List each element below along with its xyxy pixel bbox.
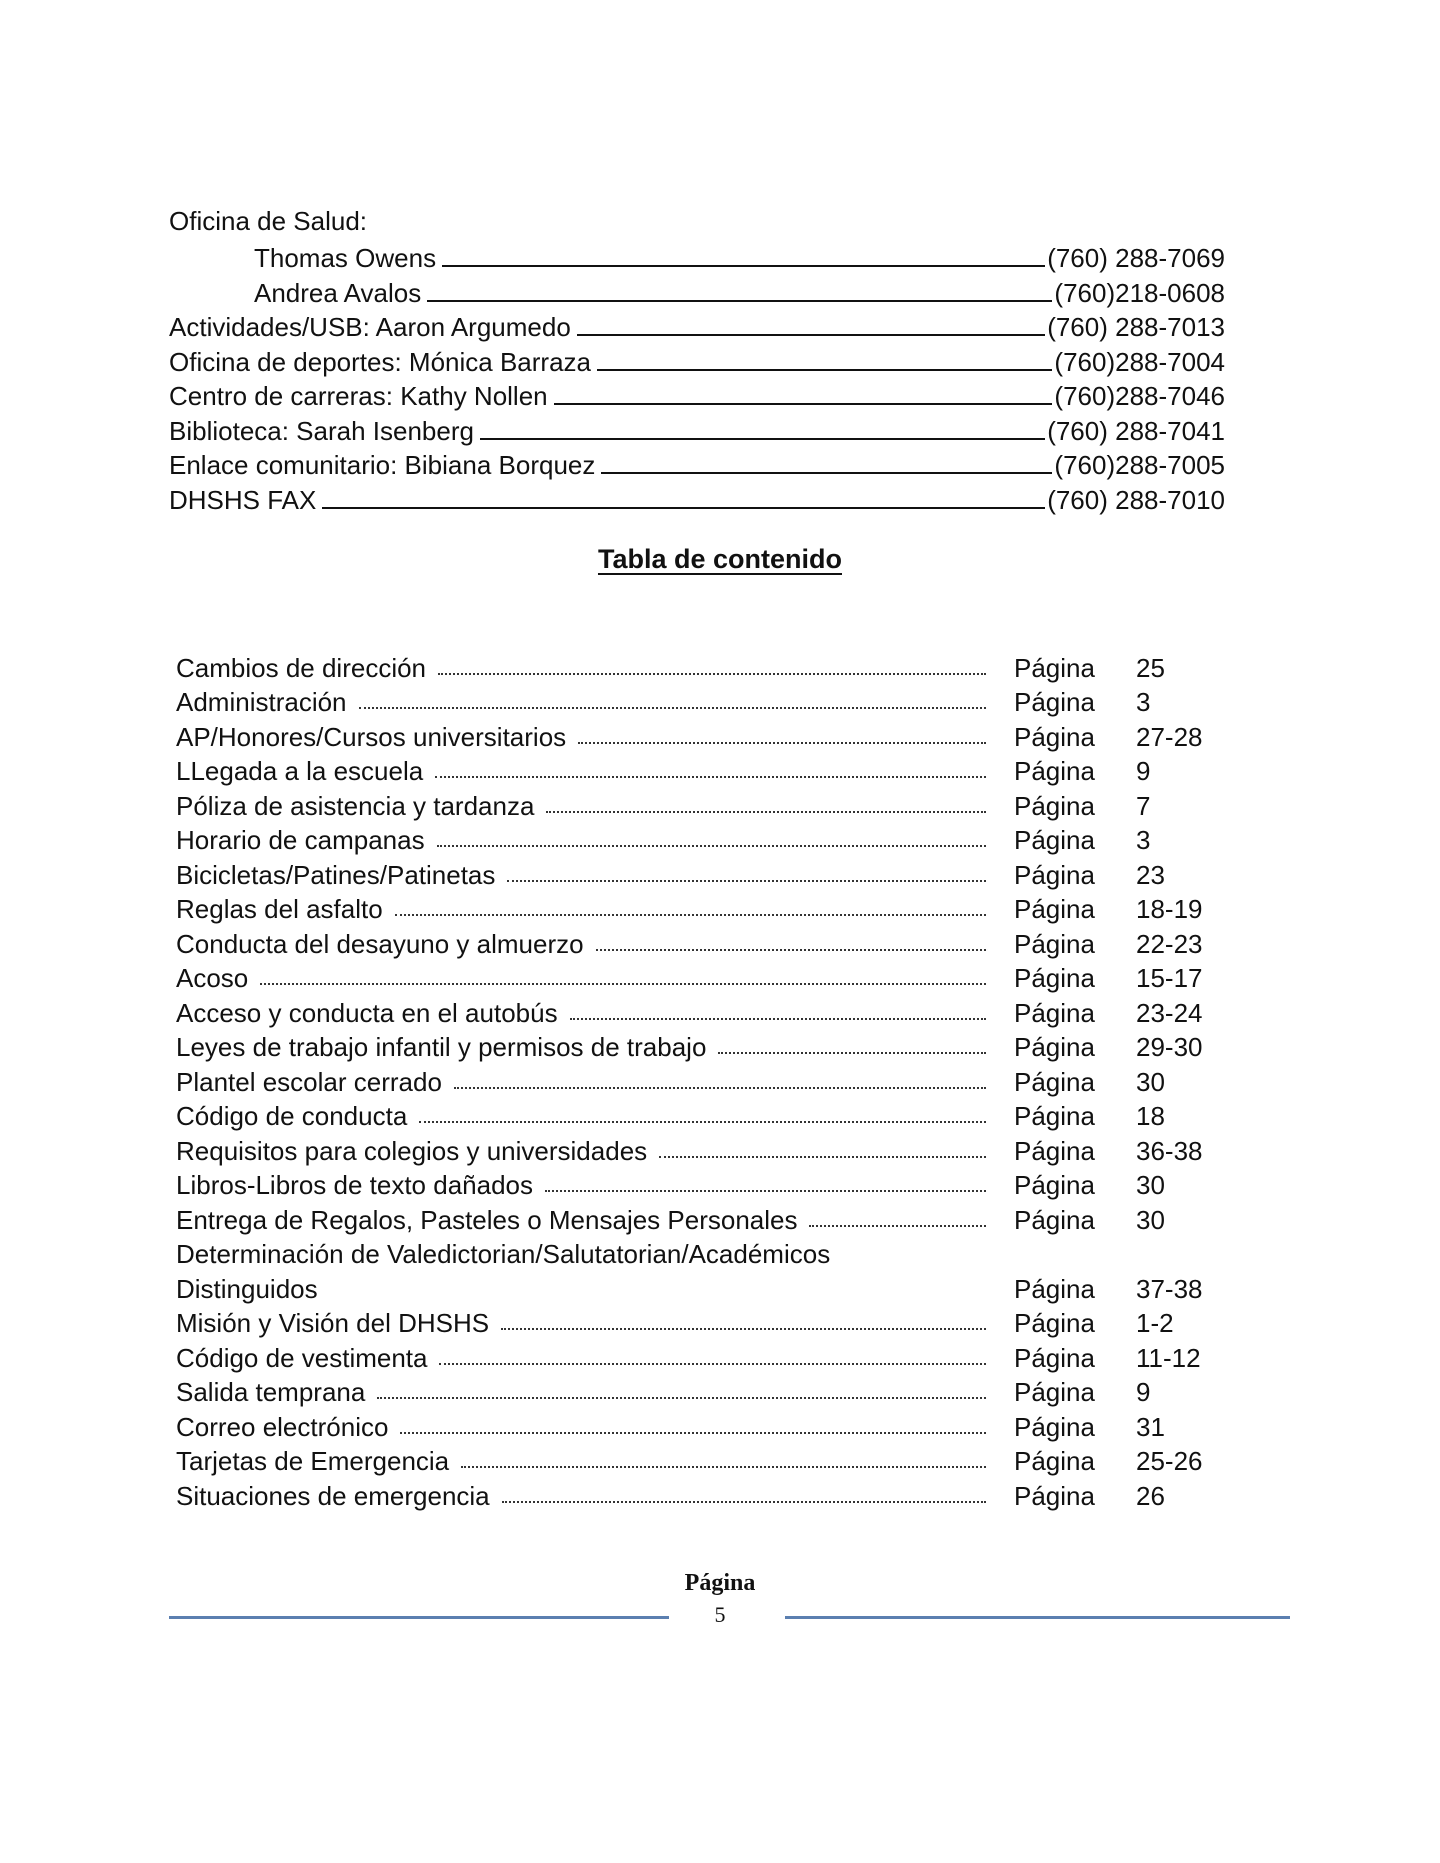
- contact-directory: [169, 204, 1225, 515]
- toc-title: Tabla de contenido: [597, 544, 842, 574]
- toc-entry-label: Situaciones de emergencia: [176, 1480, 490, 1511]
- toc-page-number: 30: [1136, 1204, 1165, 1235]
- toc-page-word: Página: [1014, 1411, 1095, 1442]
- contact-row: [169, 308, 1225, 343]
- contact-phone: (760)218-0608: [1054, 277, 1225, 308]
- contact-rule-line: [322, 507, 1045, 509]
- contact-rule-line: [577, 334, 1045, 336]
- toc-entry-label: Tarjetas de Emergencia: [176, 1446, 450, 1476]
- toc-page-number: 26: [1136, 1480, 1165, 1511]
- toc-entry-label: Cambios de dirección: [176, 652, 427, 683]
- contact-row: [169, 446, 1225, 481]
- footer-rule-left: [169, 1616, 669, 1619]
- toc-page-number: 30: [1136, 1066, 1165, 1097]
- toc-dot-leader: [435, 776, 986, 778]
- toc-dot-leader: [439, 1363, 986, 1365]
- contact-label: Oficina de deportes: Mónica Barraza: [169, 346, 591, 377]
- toc-page-word: Página: [1014, 1101, 1095, 1131]
- toc-row: [176, 1131, 1216, 1166]
- contact-rule-line: [601, 472, 1052, 474]
- contact-label: Thomas Owens: [254, 243, 437, 273]
- toc-dot-leader: [502, 1501, 986, 1503]
- toc-entry-label: Entrega de Regalos, Pasteles o Mensajes Personales: [176, 1204, 798, 1235]
- toc-row: [176, 1269, 1216, 1304]
- toc-entry-label: Horario de campanas: [176, 825, 425, 855]
- toc-row: [176, 683, 1216, 718]
- toc-page-word: Página: [1014, 894, 1095, 924]
- toc-page-word: Página: [1014, 1170, 1095, 1200]
- toc-page-number: 15-17: [1136, 963, 1203, 993]
- contact-rule-line: [480, 438, 1045, 440]
- toc-row: [176, 1097, 1216, 1132]
- contacts-heading: Oficina de Salud:: [169, 206, 368, 236]
- toc-dot-leader: [454, 1087, 986, 1089]
- contact-rule-line: [554, 403, 1053, 405]
- toc-page-number: 18: [1136, 1101, 1165, 1131]
- toc-page-word: Página: [1014, 721, 1095, 752]
- toc-row: [176, 993, 1216, 1028]
- toc-row: [176, 1062, 1216, 1097]
- toc-page-word: Página: [1014, 1032, 1095, 1062]
- toc-page-number: 3: [1136, 825, 1151, 855]
- toc-entry-label: Correo electrónico: [176, 1411, 389, 1442]
- footer-page-label: Página: [684, 1570, 756, 1596]
- contact-phone: (760) 288-7069: [1047, 243, 1225, 273]
- toc-dot-leader: [359, 707, 986, 709]
- toc-page-number: 31: [1136, 1411, 1165, 1442]
- toc-dot-leader: [377, 1397, 986, 1399]
- toc-row: [176, 1166, 1216, 1201]
- toc-dot-leader: [461, 1466, 986, 1468]
- toc-row: [176, 1200, 1216, 1235]
- toc-page-word: Página: [1014, 1342, 1095, 1373]
- toc-row: [176, 786, 1216, 821]
- toc-page-number: 1-2: [1136, 1308, 1174, 1338]
- toc-entry-label: Distinguidos: [176, 1273, 318, 1304]
- toc-entry-label: Conducta del desayuno y almuerzo: [176, 928, 584, 959]
- toc-page-number: 7: [1136, 790, 1151, 821]
- toc-row: [176, 1028, 1216, 1063]
- contact-label: Andrea Avalos: [254, 277, 422, 308]
- toc-page-number: 36-38: [1136, 1135, 1203, 1166]
- toc-dot-leader: [659, 1156, 986, 1158]
- toc-row: [176, 1338, 1216, 1373]
- toc-page-number: 3: [1136, 687, 1151, 717]
- contact-rows: [169, 239, 1225, 515]
- contact-label: Enlace comunitario: Bibiana Borquez: [169, 450, 596, 480]
- contact-row: [169, 411, 1225, 446]
- toc-page-word: Página: [1014, 928, 1095, 959]
- toc-page-word: Página: [1014, 1480, 1095, 1511]
- table-of-contents: [176, 648, 1216, 1511]
- toc-page-number: 29-30: [1136, 1032, 1203, 1062]
- toc-page-word: Página: [1014, 963, 1095, 993]
- toc-row: [176, 1304, 1216, 1339]
- toc-entry-label: Requisitos para colegios y universidades: [176, 1135, 648, 1166]
- toc-entry-label: Póliza de asistencia y tardanza: [176, 790, 535, 821]
- contact-row: [169, 239, 1225, 274]
- contact-label: DHSHS FAX: [169, 484, 317, 515]
- toc-dot-leader: [419, 1121, 986, 1123]
- toc-entry-label: AP/Honores/Cursos universitarios: [176, 721, 567, 752]
- toc-page-word: Página: [1014, 652, 1095, 683]
- toc-dot-leader: [400, 1432, 986, 1434]
- toc-row: [176, 752, 1216, 787]
- contact-label: Actividades/USB: Aaron Argumedo: [169, 312, 571, 342]
- contact-row: [169, 273, 1225, 308]
- toc-page-word: Página: [1014, 859, 1095, 890]
- toc-entry-label: LLegada a la escuela: [176, 756, 424, 786]
- toc-page-number: 30: [1136, 1170, 1165, 1200]
- contact-row: [169, 480, 1225, 515]
- toc-row: [176, 959, 1216, 994]
- toc-row: [176, 821, 1216, 856]
- toc-page-word: Página: [1014, 1308, 1095, 1338]
- footer-rule-right: [785, 1616, 1290, 1619]
- toc-row: [176, 717, 1216, 752]
- toc-row: [176, 1407, 1216, 1442]
- contact-phone: (760) 288-7010: [1047, 484, 1225, 515]
- toc-page-word: Página: [1014, 1273, 1095, 1304]
- toc-page-word: Página: [1014, 1204, 1095, 1235]
- toc-dot-leader: [437, 845, 986, 847]
- contact-label: Centro de carreras: Kathy Nollen: [169, 381, 548, 411]
- toc-entry-label: Leyes de trabajo infantil y permisos de trabajo: [176, 1032, 707, 1062]
- toc-row: [176, 1442, 1216, 1477]
- toc-entry-label: Plantel escolar cerrado: [176, 1066, 442, 1097]
- contact-row: [169, 377, 1225, 412]
- toc-row: [176, 924, 1216, 959]
- toc-page-word: Página: [1014, 790, 1095, 821]
- contact-phone: (760)288-7005: [1054, 450, 1225, 480]
- toc-page-number: 22-23: [1136, 928, 1203, 959]
- toc-page-word: Página: [1014, 825, 1095, 855]
- toc-row: [176, 648, 1216, 683]
- toc-page-number: 27-28: [1136, 721, 1203, 752]
- toc-page-word: Página: [1014, 997, 1095, 1028]
- toc-page-number: 37-38: [1136, 1273, 1203, 1304]
- toc-page-number: 9: [1136, 1377, 1151, 1407]
- toc-entry-label: Misión y Visión del DHSHS: [176, 1308, 490, 1338]
- toc-page-word: Página: [1014, 1377, 1095, 1407]
- toc-dot-leader: [395, 914, 986, 916]
- contact-phone: (760) 288-7041: [1047, 415, 1225, 446]
- toc-page-word: Página: [1014, 687, 1095, 717]
- toc-dot-leader: [809, 1225, 986, 1227]
- toc-entry-label: Acoso: [176, 963, 249, 993]
- toc-dot-leader: [545, 1190, 986, 1192]
- toc-page-number: 25-26: [1136, 1446, 1203, 1476]
- toc-row: [176, 890, 1216, 925]
- toc-page-number: 23-24: [1136, 997, 1203, 1028]
- toc-page-word: Página: [1014, 1135, 1095, 1166]
- contact-rule-line: [442, 265, 1045, 267]
- toc-entry-label: Reglas del asfalto: [176, 894, 383, 924]
- contact-label: Biblioteca: Sarah Isenberg: [169, 415, 474, 446]
- contact-rule-line: [597, 369, 1052, 371]
- toc-entry-label: Administración: [176, 687, 347, 717]
- toc-dot-leader: [578, 742, 986, 744]
- toc-page-number: 25: [1136, 652, 1165, 683]
- footer-page-number: 5: [714, 1602, 726, 1627]
- toc-entry-label: Acceso y conducta en el autobús: [176, 997, 558, 1028]
- toc-entry-label: Bicicletas/Patines/Patinetas: [176, 859, 496, 890]
- toc-page-number: 11-12: [1136, 1342, 1201, 1373]
- contact-phone: (760) 288-7013: [1047, 312, 1225, 342]
- toc-dot-leader: [438, 673, 986, 675]
- toc-dot-leader: [718, 1052, 986, 1054]
- toc-row: [176, 1235, 1216, 1270]
- toc-dot-leader: [546, 811, 986, 813]
- toc-page-number: 18-19: [1136, 894, 1203, 924]
- contact-phone: (760)288-7046: [1054, 381, 1225, 411]
- toc-page-number: 23: [1136, 859, 1165, 890]
- toc-row: [176, 1476, 1216, 1511]
- toc-entry-label: Código de conducta: [176, 1101, 408, 1131]
- toc-dot-leader: [260, 983, 986, 985]
- toc-entry-label: Determinación de Valedictorian/Salutatorian/Académicos: [176, 1239, 831, 1269]
- toc-dot-leader: [596, 949, 986, 951]
- toc-entry-label: Salida temprana: [176, 1377, 366, 1407]
- contact-row: [169, 342, 1225, 377]
- toc-page-number: 9: [1136, 756, 1151, 786]
- toc-page-word: Página: [1014, 1446, 1095, 1476]
- toc-dot-leader: [570, 1018, 986, 1020]
- toc-dot-leader: [501, 1328, 986, 1330]
- contact-rule-line: [427, 300, 1052, 302]
- toc-row: [176, 1373, 1216, 1408]
- toc-page-word: Página: [1014, 756, 1095, 786]
- toc-row: [176, 855, 1216, 890]
- toc-dot-leader: [507, 880, 986, 882]
- toc-entry-label: Código de vestimenta: [176, 1342, 428, 1373]
- toc-entry-label: Libros-Libros de texto dañados: [176, 1170, 534, 1200]
- toc-page-word: Página: [1014, 1066, 1095, 1097]
- contact-phone: (760)288-7004: [1054, 346, 1225, 377]
